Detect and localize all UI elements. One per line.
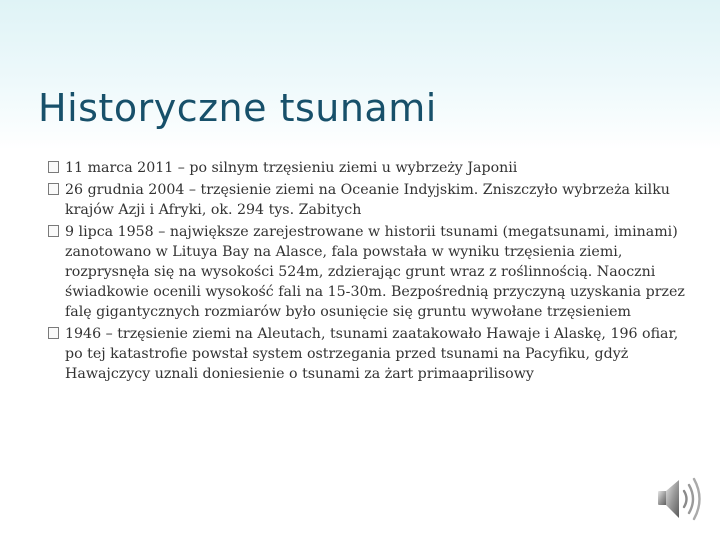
bullet-list <box>48 158 693 386</box>
bullet-item-2 <box>48 180 693 220</box>
bullet-text-2: 26 grudnia 2004 – trzęsienie ziemi na Oceanie Indyjskim. Zniszczyło wybrzeża kilku krajów Azji i Afryki, ok. 294 tys. Zabitych <box>65 182 670 218</box>
bullet-text-1: 11 marca 2011 – po silnym trzęsieniu ziemi u wybrzeży Japonii <box>65 160 518 176</box>
bullet-item-1 <box>48 158 693 178</box>
bullet-box-icon <box>48 161 59 173</box>
bullet-box-icon <box>48 183 59 195</box>
bullet-box-icon <box>48 327 59 339</box>
bullet-item-4 <box>48 324 693 384</box>
bullet-box-icon <box>48 225 59 237</box>
speaker-icon[interactable] <box>652 474 706 524</box>
slide-title: Historyczne tsunami <box>38 86 437 130</box>
bullet-text-4: 1946 – trzęsienie ziemi na Aleutach, tsunami zaatakowało Hawaje i Alaskę, 196 ofiar, po tej katastrofie powstał system ostrzegania przed tsunami na Pacyfiku, gdyż Hawajczycy uznali doniesienie o tsunami za żart primaaprilisowy <box>65 326 679 382</box>
bullet-text-3: 9 lipca 1958 – największe zarejestrowane w historii tsunami (megatsunami, iminami) zanotowano w Lituya Bay na Alasce, fala powstała w wyniku trzęsienia ziemi, rozprysnęła się na wysokości 524m, zdzierając grunt wraz z roślinnością. Naoczni świadkowie ocenili wysokość fali na 15-30m. Bezpośrednią przyczyną uzyskania przez falę gigantycznych rozmiarów było osunięcie się gruntu wywołane trzęsieniem <box>65 224 685 320</box>
bullet-item-3 <box>48 222 693 322</box>
